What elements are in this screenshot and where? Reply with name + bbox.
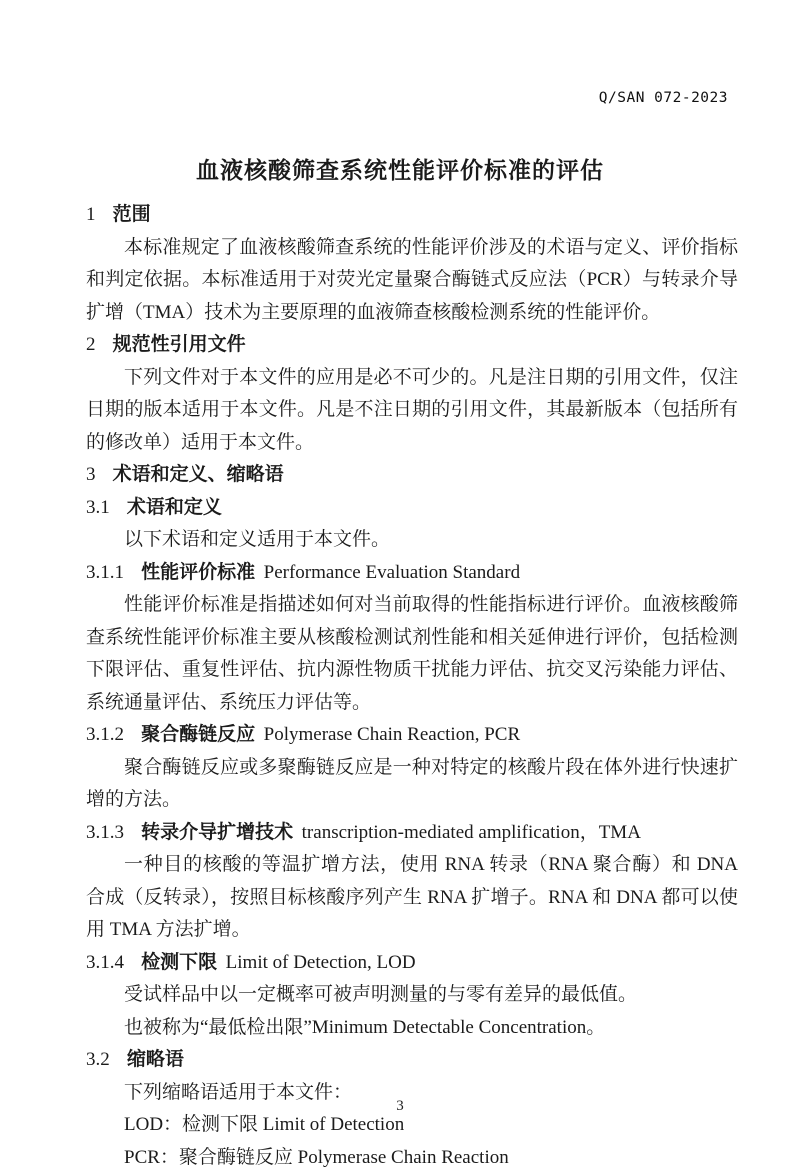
clause-title-zh: 缩略语 [127,1049,184,1070]
clause-number: 3 [86,464,96,485]
clause-heading-3-1 [86,492,738,525]
clause-heading-3-1-3 [86,817,738,850]
page-footer [0,1098,800,1115]
paragraph-lod-definition: 受试样品中以一定概率可被声明测量的与零有差异的最低值。 [86,979,738,1012]
clause-number: 3.1 [86,497,110,518]
clause-number: 3.1.2 [86,724,124,745]
clause-title-en: transcription-mediated amplification，TMA [302,822,641,843]
doc-number: Q/SAN 072-2023 [599,90,728,106]
clause-title-zh: 范围 [113,204,151,225]
clause-heading-3-1-4 [86,947,738,980]
clause-heading-2 [86,329,738,362]
clause-title-en: Polymerase Chain Reaction, PCR [264,724,520,745]
paragraph-lod-alias: 也被称为“最低检出限”Minimum Detectable Concentration。 [86,1012,738,1045]
paragraph-abbrev-intro: 下列缩略语适用于本文件： [86,1077,738,1110]
page-header [0,0,800,106]
clause-title-zh: 规范性引用文件 [113,334,246,355]
clause-title-en: Performance Evaluation Standard [264,562,520,583]
clause-number: 3.1.3 [86,822,124,843]
paragraph-scope: 本标准规定了血液核酸筛查系统的性能评价涉及的术语与定义、评价指标和判定依据。本标准适用于对荧光定量聚合酶链式反应法（PCR）与转录介导扩增（TMA）技术为主要原理的血液筛查核酸检测系统的性能评价。 [86,232,738,330]
clause-title-zh: 术语和定义 [127,497,222,518]
document-title: 血液核酸筛查系统性能评价标准的评估 [0,152,800,185]
clause-number: 3.2 [86,1049,110,1070]
clause-title-zh: 性能评价标准 [141,562,255,583]
paragraph-terms-intro: 以下术语和定义适用于本文件。 [86,524,738,557]
clause-title-zh: 转录介导扩增技术 [141,822,293,843]
clause-title-zh: 聚合酶链反应 [141,724,255,745]
clause-title-zh: 检测下限 [141,952,217,973]
clause-title-en: Limit of Detection, LOD [226,952,416,973]
clause-number: 2 [86,334,96,355]
paragraph-performance-standard: 性能评价标准是指描述如何对当前取得的性能指标进行评价。血液核酸筛查系统性能评价标准主要从核酸检测试剂性能和相关延伸进行评价，包括检测下限评估、重复性评估、抗内源性物质干扰能力评估、抗交叉污染能力评估、系统通量评估、系统压力评估等。 [86,589,738,719]
clause-number: 1 [86,204,96,225]
clause-number: 3.1.4 [86,952,124,973]
document-body [86,199,738,1174]
paragraph-tma-definition: 一种目的核酸的等温扩增方法，使用 RNA 转录（RNA 聚合酶）和 DNA 合成（反转录），按照目标核酸序列产生 RNA 扩增子。RNA 和 DNA 都可以使用 TMA 方法扩增。 [86,849,738,947]
clause-heading-3-1-2 [86,719,738,752]
paragraph-pcr-definition: 聚合酶链反应或多聚酶链反应是一种对特定的核酸片段在体外进行快速扩增的方法。 [86,752,738,817]
paragraph-normative-refs: 下列文件对于本文件的应用是必不可少的。凡是注日期的引用文件，仅注日期的版本适用于本文件。凡是不注日期的引用文件，其最新版本（包括所有的修改单）适用于本文件。 [86,362,738,460]
paragraph-abbrev-pcr: PCR：聚合酶链反应 Polymerase Chain Reaction [86,1142,738,1174]
page-number: 3 [396,1098,404,1114]
clause-heading-3-1-1 [86,557,738,590]
clause-title-zh: 术语和定义、缩略语 [113,464,284,485]
clause-heading-3 [86,459,738,492]
paragraph-abbrev-lod: LOD：检测下限 Limit of Detection [86,1109,738,1142]
clause-number: 3.1.1 [86,562,124,583]
clause-heading-1 [86,199,738,232]
clause-heading-3-2 [86,1044,738,1077]
